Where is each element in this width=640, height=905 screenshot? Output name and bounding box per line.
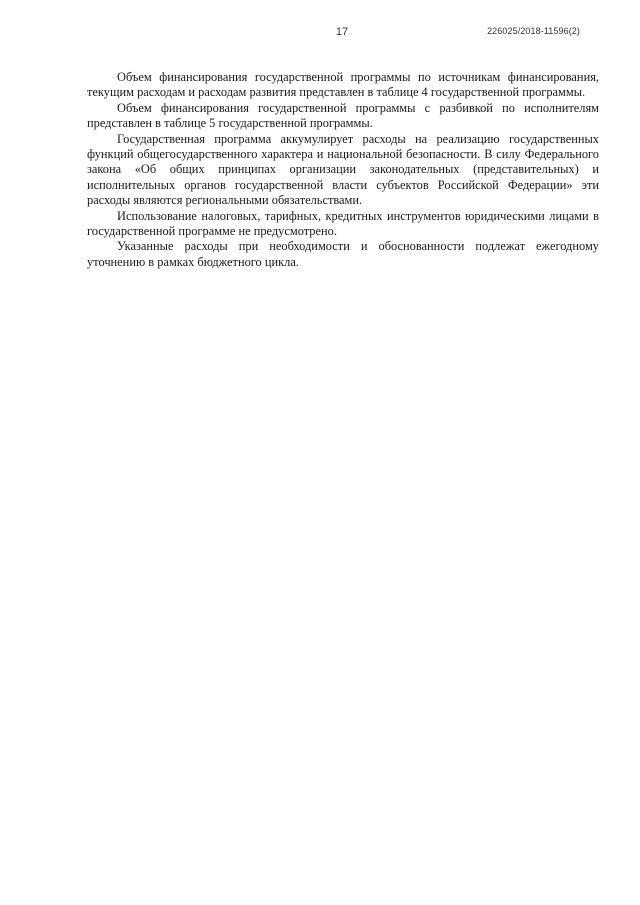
paragraph-funding-executors: Объем финансирования государственной программы с разбивкой по исполнителям представлен в таблице 5 государственной программы. xyxy=(87,100,599,131)
page-number: 17 xyxy=(335,26,349,38)
paragraph-program-expenses: Государственная программа аккумулирует расходы на реализацию государственных функций общегосударственного характера и национальной безопасности. В силу Федерального закона «Об общих принципах организации законодательных (представительных) и исполнительных органов государственной власти субъектов Российской Федерации» эти расходы являются региональными обязательствами. xyxy=(87,131,599,208)
document-id: 226025/2018-11596(2) xyxy=(487,26,580,36)
document-body xyxy=(87,70,599,270)
paragraph-instruments: Использование налоговых, тарифных, кредитных инструментов юридическими лицами в государственной программе не предусмотрено. xyxy=(87,208,599,239)
paragraph-annual-refinement: Указанные расходы при необходимости и обоснованности подлежат ежегодному уточнению в рамках бюджетного цикла. xyxy=(87,239,599,269)
paragraph-funding-sources: Объем финансирования государственной программы по источникам финансирования, текущим расходам и расходам развития представлен в таблице 4 государственной программы. xyxy=(87,70,599,100)
